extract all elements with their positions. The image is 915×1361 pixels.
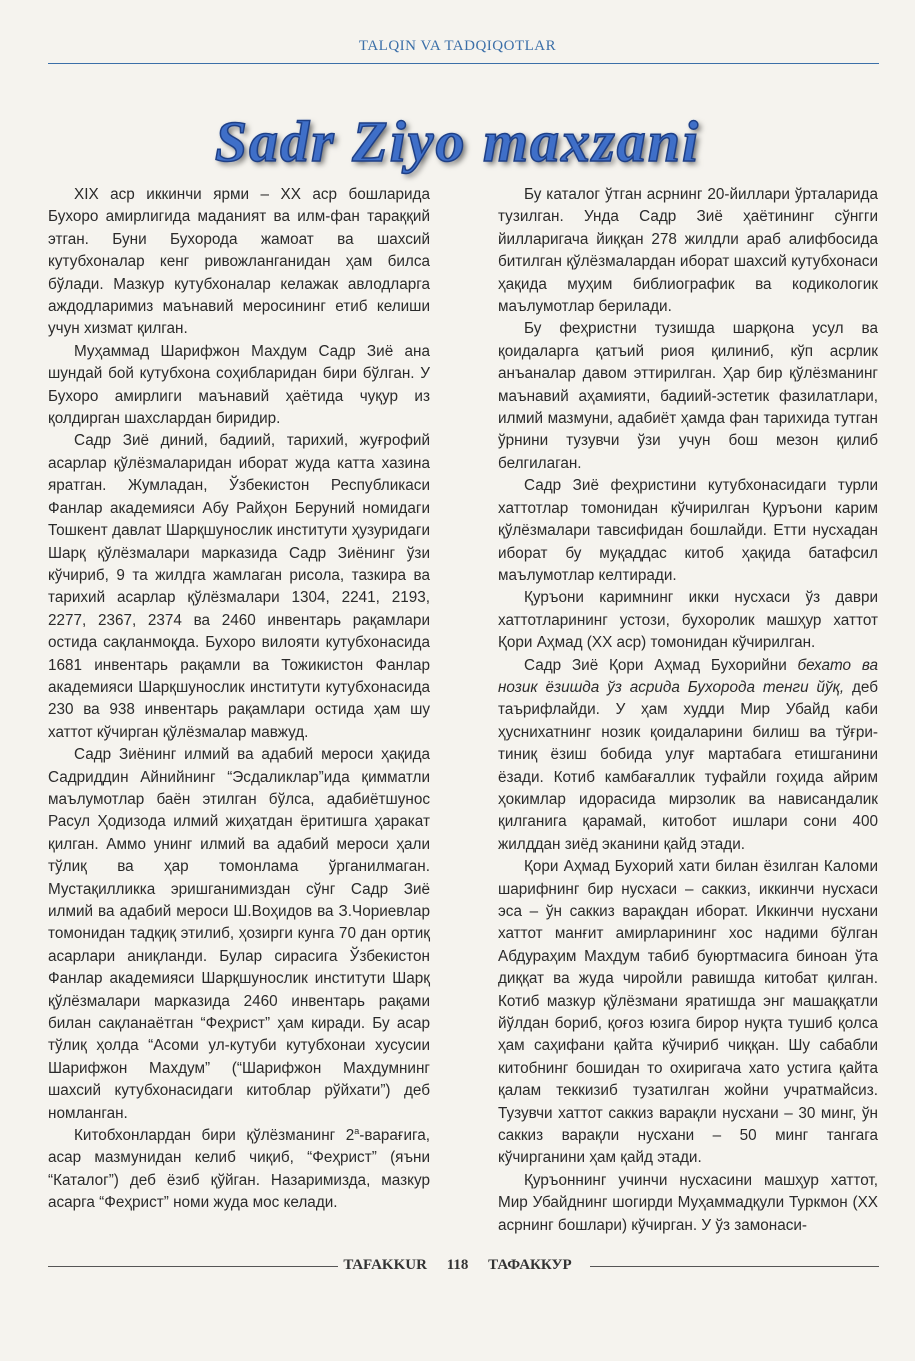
paragraph (498, 655, 878, 857)
paragraph: XIX аср иккинчи ярми – XX аср бошларида Бухоро амирлигида маданият ва илм-фан тараққий этган. Буни Бухорода жамоат ва шахсий кутубхоналар кенг ривожланганидан ҳам билса бўлади. Мазкур кутубхоналар келажак авлодларга аждодларимиз маънавий меросининг етиб келиши учун хизмат қилган. (48, 186, 430, 338)
paragraph: Қуръони каримнинг икки нусхаси ўз даври хаттотларининг устози, бухоролик машҳур хаттот Қори Аҳмад (XX аср) томонидан кўчирилган. (498, 589, 878, 652)
page-footer (0, 1257, 915, 1274)
text-fragment: -варағига, асар мазмунидан келиб чиқиб, “Феҳрист” (яъни “Каталог”) деб ёзиб қўйган. Назаримизда, мазкур асарга “Феҳрист” номи жуда мос келади. (48, 1127, 430, 1212)
paragraph: Бу каталог ўтган асрнинг 20-йиллари ўрталарида тузилган. Унда Садр Зиё ҳаётининг сўнгги йилларигача йиққан 278 жилдли араб алифбосида битилган қўлёзмалардан иборат шахсий кутубхонаси ҳақида муҳим библиографик ва кодикологик маълумотлар берилади. (498, 186, 878, 316)
superscript: а (354, 1125, 360, 1136)
paragraph: Бу феҳристни тузишда шарқона усул ва қоидаларга қатъий риоя қилиниб, кўп асрлик анъаналар давом эттирилган. Ҳар бир қўлёзманинг маънавий аҳамияти, бадиий-эстетик фазилатлари, илмий мазмуни, адабиёт ҳамда фан тарихида тутган ўрнини тузувчи ўзи учун бош мезон қилиб белгилаган. (498, 320, 878, 472)
text-fragment: Китобхонлардан бири қўлёзманинг 2 (74, 1127, 355, 1145)
left-column (48, 184, 430, 1215)
footer-magazine-latin: TAFAKKUR (343, 1257, 427, 1273)
right-column (498, 184, 878, 1237)
paragraph: Муҳаммад Шарифжон Махдум Садр Зиё ана шундай бой кутубхона соҳибларидан бири бўлган. У Бухоро амирлиги маънавий ҳаётида чуқур из қолдирган шахслардан биридир. (48, 342, 430, 428)
paragraph: Садр Зиёнинг илмий ва адабий мероси ҳақида Садриддин Айнийнинг “Эсдаликлар”ида қимматли маълумотлар баён этилган бўлса, адабиётшунос Расул Ҳодизода илмий жиҳатдан ёритишга ҳаракат қилган. Аммо унинг илмий ва адабий мероси ҳали тўлиқ ва ҳар томонлама ўрганилмаган. Мустақилликка эришганимиздан сўнг Садр Зиё илмий ва адабий мероси Ш.Воҳидов ва З.Чориевлар томонидан тадқиқ этилиб, ҳозирги кунга 70 дан ортиқ асарлари аниқланди. Булар сирасига Ўзбекистон Фанлар академияси Шарқшунослик институти Шарқ қўлёзмалари марказида 2460 инвентарь рақами билан сақланаётган “Феҳрист” ҳам киради. Бу асар тўлиқ ҳолда “Асоми ул-кутуби кутубхонаи хусусии Шарифжон Махдум” (“Шарифжон Махдумнинг шахсий кутубхонасидаги китоблар рўйхати”) деб номланган. (48, 746, 430, 1122)
footer-magazine-cyrillic: ТАФАККУР (488, 1257, 572, 1273)
text-fragment: деб таърифлайди. У ҳам худди Мир Убайд каби ҳуснихатнинг нозик қоидаларини билиш ва тўғри-тиниқ ёзиш бобида улуғ мартабага етишганини ёзади. Котиб камбағаллик туфайли гоҳида айрим ҳокимлар идорасида мирзолик ва нависандалик қилганига қарамай, китобот ишлари сони 400 жилддан зиёд эканини қайд этади. (498, 678, 878, 853)
paragraph: Садр Зиё диний, бадиий, тарихий, жуғрофий асарлар қўлёзмаларидан иборат жуда катта хазина яратган. Жумладан, Ўзбекистон Республикаси Фанлар академияси Абу Райҳон Беруний номидаги Тошкент давлат Шарқшунослик институти ҳузуридаги Шарқ қўлёзмалари марказида Садр Зиёнинг ўзи кўчириб, 9 та жилдга жамлаган рисола, тазкира ва тарихий асарлар қўлёзмалари 1304, 2241, 2193, 2277, 2367, 2374 ва 2460 инвентарь рақамлари остида сақланмоқда. Бухоро вилояти кутубхонасида 1681 инвентарь рақамли ва Тожикистон Фанлар академияси Шарқшунослик институти кутубхонасида 230 ва 938 инвентарь рақамлари остида ҳам шу хаттот кўчирган қўлёзмалар мавжуд. (48, 432, 430, 741)
italic-quote: бехато ва нозик ёзишда ўз асрида Бухорода тенги йўқ, (498, 656, 878, 696)
paragraph: Садр Зиё феҳристини кутубхонасидаги турли хаттотлар томонидан кўчирилган Қуръони карим қўлёзмалари тавсифидан бошлайди. Етти нусхадан иборат бу муқаддас китоб ҳақида батафсил маълумотлар келтиради. (498, 477, 878, 584)
article-title: Sadr Ziyo maxzani (214, 109, 701, 174)
paragraph (48, 1125, 430, 1215)
header-rule (48, 63, 879, 64)
paragraph: Қуръоннинг учинчи нусхасини машҳур хаттот, Мир Убайднинг шогирди Муҳаммадқули Туркмон (XX асрнинг бошлари) кўчирган. У ўз замонаси- (498, 1171, 878, 1234)
page-number: 118 (446, 1257, 469, 1273)
text-fragment: Садр Зиё Қори Аҳмад Бухорийни (524, 656, 798, 674)
section-header: TALQIN VA TADQIQOTLAR (358, 38, 557, 54)
paragraph: Қори Аҳмад Бухорий хати билан ёзилган Каломи шарифнинг бир нусхаси – саккиз, иккинчи нусхаси эса – ўн саккиз варақдан иборат. Иккинчи нусхани хаттот манғит амирларининг хос надими бўлган Абдураҳим Махдум табиб буюртмасига биноан ўта диққат ва жуда чиройли равишда китобат қилган. Котиб мазкур қўлёзмани яратишда энг машаққатли йўлдан бориб, қоғоз юзига бирор нуқта тушиб қолса ҳам саҳифани қайта кўчириб чиққан. Шу сабабли китобнинг бошидан то охиригача хато устига қайта қалам теккизиб тузатилган жойни учратмайсиз. Тузувчи хаттот саккиз варақли нусхани – 30 минг, ўн саккиз варақли нусхани – 50 минг тангага кўчирганини ҳам қайд этади. (498, 858, 878, 1167)
